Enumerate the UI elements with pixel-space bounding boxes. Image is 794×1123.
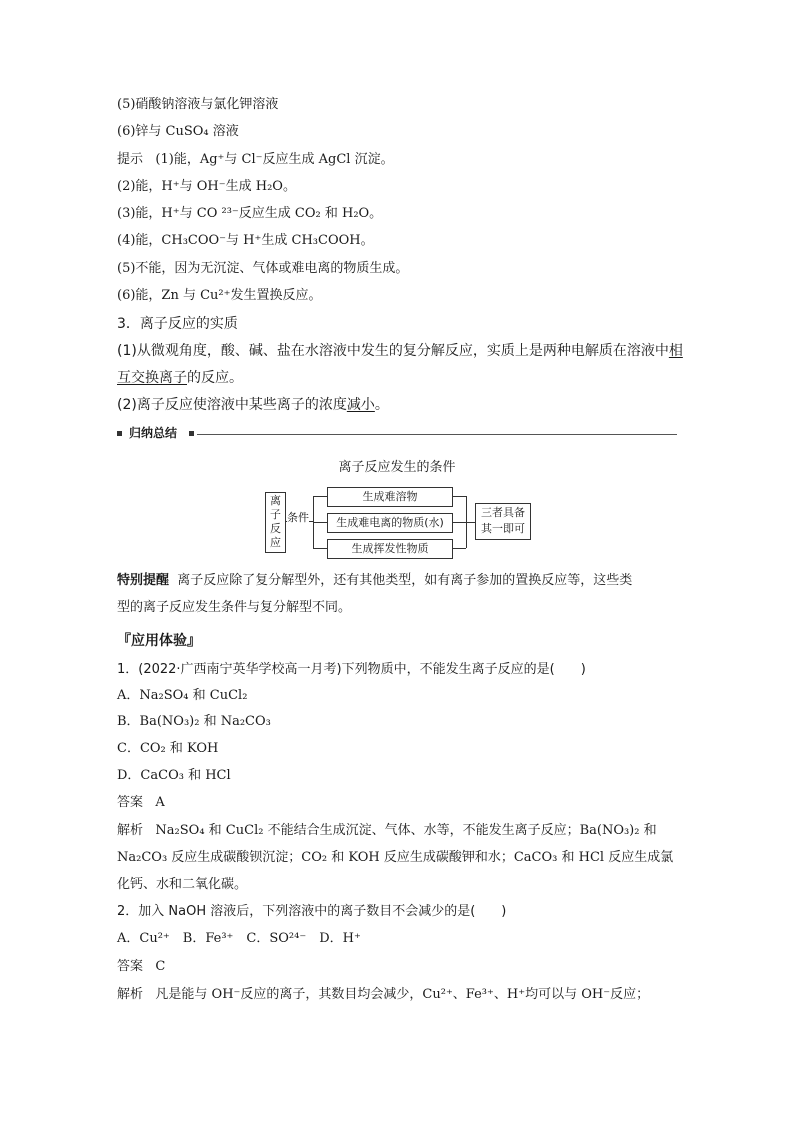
hint-line-4: (4)能，CH₃COO⁻与 H⁺生成 CH₃COOH。 — [117, 233, 374, 248]
hint-label: 提示 — [117, 152, 144, 167]
q1-answer: 答案 A — [117, 795, 165, 810]
connector-line — [452, 522, 466, 523]
tip-line-1: 特别提醒 离子反应除了复分解型外，还有其他类型，如有离子参加的置换反应等，这些类 — [117, 573, 633, 588]
hint-line-3: (3)能，H⁺与 CO ²³⁻反应生成 CO₂ 和 H₂O。 — [117, 206, 383, 221]
application-title: 『应用体验』 — [117, 633, 201, 649]
essence-p1: (1)从微观角度，酸、碱、盐在水溶液中发生的复分解反应，实质上是两种电解质在溶液中相 — [117, 343, 683, 359]
q1-stem: 1．(2022·广西南宁英华学校高一月考)下列物质中，不能发生离子反应的是( ) — [117, 662, 586, 677]
diagram-title: 离子反应发生的条件 — [338, 460, 456, 475]
q1-option-a: A．Na₂SO₄ 和 CuCl₂ — [117, 688, 248, 703]
q1-analysis-1: 解析 Na₂SO₄ 和 CuCl₂ 不能结合生成沉淀、气体、水等，不能发生离子反应；Ba(NO₃)₂ 和 — [117, 823, 657, 838]
q2-stem: 2．加入 NaOH 溶液后，下列溶液中的离子数目不会减少的是( ) — [117, 904, 507, 919]
condition-box-3: 生成挥发性物质 — [327, 539, 453, 559]
diagram-left-box: 离子反应 — [265, 492, 286, 553]
hint-text-1: (1)能，Ag⁺与 Cl⁻反应生成 AgCl 沉淀。 — [155, 152, 394, 167]
connector-line — [313, 548, 327, 549]
hint-line-1 — [117, 150, 394, 170]
bullet-square-icon — [189, 431, 194, 436]
connector-line — [313, 496, 327, 497]
hint-line-6: (6)能，Zn 与 Cu²⁺发生置换反应。 — [117, 288, 322, 303]
connector-line — [452, 548, 466, 549]
summary-section-bar — [117, 427, 677, 441]
essence-heading: 3．离子反应的实质 — [117, 316, 238, 332]
condition-box-1: 生成难溶物 — [327, 487, 453, 507]
essence-p1-cont: 互交换离子的反应。 — [117, 370, 243, 386]
q2-answer: 答案 C — [117, 959, 166, 974]
q1-analysis-2: Na₂CO₃ 反应生成碳酸钡沉淀；CO₂ 和 KOH 反应生成碳酸钾和水；CaCO₃ 和 HCl 反应生成氯 — [117, 850, 674, 865]
connector-line — [452, 496, 466, 497]
q1-option-d: D．CaCO₃ 和 HCl — [117, 768, 231, 783]
condition-box-2: 生成难电离的物质(水) — [327, 513, 453, 533]
essence-p2: (2)离子反应使溶液中某些离子的浓度减小。 — [117, 397, 389, 413]
bullet-square-icon — [117, 431, 122, 436]
connector-line — [313, 522, 327, 523]
summary-section-title: 归纳总结 — [129, 426, 178, 440]
section-divider — [197, 434, 677, 435]
q2-analysis: 解析 凡是能与 OH⁻反应的离子，其数目均会减少，Cu²⁺、Fe³⁺、H⁺均可以与 OH⁻反应； — [117, 987, 650, 1002]
connector-line — [466, 522, 475, 523]
q1-option-b: B．Ba(NO₃)₂ 和 Na₂CO₃ — [117, 714, 271, 729]
tip-label: 特别提醒 — [117, 573, 170, 588]
condition-label: 条件 — [287, 511, 309, 524]
hint-line-5: (5)不能，因为无沉淀、气体或难电离的物质生成。 — [117, 261, 409, 276]
q1-analysis-3: 化钙、水和二氧化碳。 — [117, 877, 248, 892]
diagram-right-box: 三者具备 其一即可 — [475, 503, 531, 540]
hint-line-2: (2)能，H⁺与 OH⁻生成 H₂O。 — [117, 179, 296, 194]
tip-line-2: 型的离子反应发生条件与复分解型不同。 — [117, 600, 352, 615]
item-5: (5)硝酸钠溶液与氯化钾溶液 — [117, 97, 279, 112]
item-6: (6)锌与 CuSO₄ 溶液 — [117, 124, 239, 139]
q2-options: A．Cu²⁺ B．Fe³⁺ C．SO²⁴⁻ D．H⁺ — [117, 931, 361, 946]
q1-option-c: C．CO₂ 和 KOH — [117, 741, 219, 756]
